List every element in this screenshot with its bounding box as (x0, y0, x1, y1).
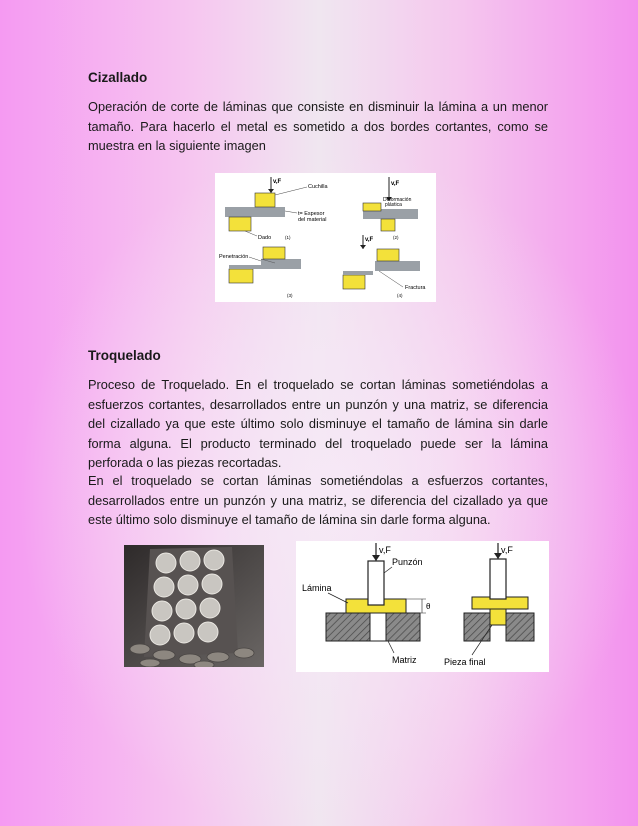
section-heading-troquelado: Troquelado (88, 348, 161, 363)
force-label-4: v,F (365, 237, 374, 243)
stage-number-1: (1) (285, 235, 291, 240)
theta-label: θ (426, 602, 431, 611)
deformacion-label-1: Deformación (383, 197, 412, 203)
espesor-label-1: t= Espesor (298, 211, 325, 217)
stage-number-4: (4) (397, 293, 403, 298)
stage-number-2: (2) (393, 235, 399, 240)
force-label-1: v,F (273, 179, 282, 185)
section-heading-cizallado: Cizallado (88, 70, 148, 85)
paragraph-cizallado: Operación de corte de láminas que consiste en disminuir la lámina a un menor tamaño. Para hacerlo el metal es sometido a dos bordes cortantes, como se muestra en la siguiente imagen (88, 99, 548, 153)
fractura-label: Fractura (405, 285, 426, 291)
paragraph-troquelado-1: Proceso de Troquelado. En el troquelado se cortan láminas sometiéndolas a esfuerzos cortantes, desarrollados entre un punzón y una matriz, se diferencia del cizallado ya que este último solo disminuye el tamaño de lámina sin darle forma alguna. El producto terminado del troquelado puede ser la lámina perforada o las piezas recortadas. (88, 377, 548, 470)
matriz-label: Matriz (392, 655, 417, 665)
espesor-label-2: del material (298, 217, 327, 223)
deformacion-label-2: plástica (385, 202, 402, 208)
force-label-punch-2: v,F (501, 545, 513, 555)
perforated-sheet-photo (124, 545, 264, 667)
cuchilla-label: Cuchilla (308, 184, 328, 190)
punching-diagram (296, 541, 549, 672)
lamina-label: Lámina (302, 583, 332, 593)
penetracion-label: Penetración (219, 254, 249, 260)
pieza-final-label: Pieza final (444, 657, 486, 667)
stage-number-3: (3) (287, 293, 293, 298)
force-label-2: v,F (391, 181, 400, 187)
shearing-stages-diagram (215, 173, 436, 302)
dado-label: Dado (258, 235, 272, 241)
paragraph-troquelado-2: En el troquelado se cortan láminas sometiéndolas a esfuerzos cortantes, desarrollados entre un punzón y una matriz, se diferencia del cizallado ya que este último solo disminuye el tamaño de lámina sin darle forma alguna. (88, 473, 548, 527)
force-label-punch-1: v,F (379, 545, 391, 555)
punzon-label: Punzón (392, 557, 423, 567)
